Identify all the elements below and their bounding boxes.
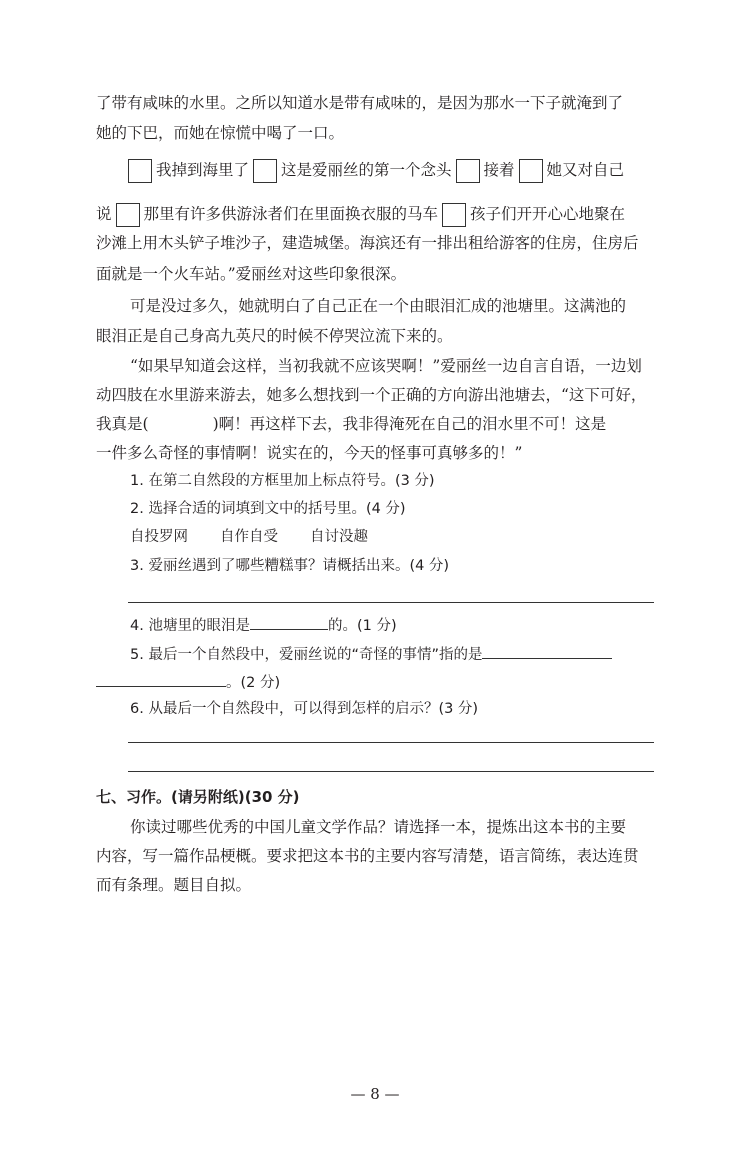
- question-1: 1. 在第二自然段的方框里加上标点符号。(3 分): [130, 473, 435, 489]
- essay-prompt-line: 内容，写一篇作品梗概。要求把这本书的主要内容写清楚，语言简练，表达连贯: [96, 847, 639, 865]
- passage-text: 孩子们开开心心地聚在: [470, 205, 626, 223]
- passage-text: 说: [96, 205, 112, 223]
- passage-text: 这是爱丽丝的第一个念头: [281, 161, 452, 179]
- passage-line: 眼泪正是自己身高九英尺的时候不停哭泣流下来的。: [96, 327, 453, 345]
- question-5-cont: [96, 670, 656, 694]
- section-heading: 七、习作。(请另附纸)(30 分): [96, 788, 300, 806]
- passage-text: )啊！再这样下去，我非得淹死在自己的泪水里不可！这是: [212, 415, 607, 433]
- question-text: 5. 最后一个自然段中，爱丽丝说的“奇怪的事情”指的是: [130, 647, 483, 663]
- passage-line: 动四肢在水里游来游去，她多么想找到一个正确的方向游出池塘去，“这下可好，: [96, 386, 647, 404]
- punctuation-box[interactable]: [116, 203, 140, 227]
- question-2: 2. 选择合适的词填到文中的括号里。(4 分): [130, 501, 406, 517]
- question-3: 3. 爱丽丝遇到了哪些糟糕事？请概括出来。(4 分): [130, 558, 450, 574]
- word-options: [130, 526, 690, 548]
- answer-blank[interactable]: [250, 613, 328, 630]
- word-option: 自作自受: [220, 529, 278, 545]
- passage-text: 那里有许多供游泳者们在里面换衣服的马车: [143, 205, 439, 223]
- answer-line[interactable]: [128, 771, 654, 772]
- passage-text: 我掉到海里了: [156, 161, 250, 179]
- question-6: 6. 从最后一个自然段中，可以得到怎样的启示？(3 分): [130, 701, 479, 717]
- question-text: 。(2 分): [226, 675, 281, 691]
- passage-line: 她的下巴，而她在惊慌中喝了一口。: [96, 124, 345, 142]
- page-number: — 8 —: [350, 1085, 400, 1103]
- answer-blank[interactable]: [482, 642, 612, 659]
- punctuation-box[interactable]: [253, 159, 277, 183]
- passage-line: 一件多么奇怪的事情啊！说实在的，今天的怪事可真够多的！”: [96, 444, 523, 462]
- word-option: 自讨没趣: [310, 529, 368, 545]
- passage-line: 面就是一个火车站。”爱丽丝对这些印象很深。: [96, 265, 407, 283]
- passage-line: “如果早知道会这样，当初我就不应该哭啊！”爱丽丝一边自言自语，一边划: [130, 357, 642, 375]
- answer-line[interactable]: [128, 742, 654, 743]
- punctuation-box[interactable]: [456, 159, 480, 183]
- punctuation-box[interactable]: [442, 203, 466, 227]
- passage-line: 沙滩上用木头铲子堆沙子，建造城堡。海滨还有一排出租给游客的住房，住房后: [96, 234, 639, 252]
- passage-line-with-blank: [96, 413, 656, 435]
- answer-blank[interactable]: [96, 670, 226, 687]
- punctuation-box[interactable]: [128, 159, 152, 183]
- essay-prompt-line: 而有条理。题目自拟。: [96, 876, 252, 894]
- passage-line: 可是没过多久，她就明白了自己正在一个由眼泪汇成的池塘里。这满池的: [130, 297, 627, 315]
- passage-line: 了带有咸味的水里。之所以知道水是带有咸味的，是因为那水一下子就淹到了: [96, 94, 624, 112]
- word-option: 自投罗网: [130, 529, 188, 545]
- question-5: [130, 642, 656, 666]
- question-text: 的。(1 分): [327, 618, 397, 634]
- punctuation-box[interactable]: [519, 159, 543, 183]
- punctuation-line-2: [96, 203, 656, 227]
- passage-text: 接着: [483, 161, 515, 179]
- question-4: [130, 613, 690, 637]
- passage-text: 我真是(: [96, 415, 149, 433]
- punctuation-line-1: [128, 159, 658, 183]
- answer-line[interactable]: [128, 602, 654, 603]
- essay-prompt-line: 你读过哪些优秀的中国儿童文学作品？请选择一本，提炼出这本书的主要: [130, 818, 627, 836]
- question-text: 4. 池塘里的眼泪是: [130, 618, 250, 634]
- passage-text: 她又对自己: [546, 161, 625, 179]
